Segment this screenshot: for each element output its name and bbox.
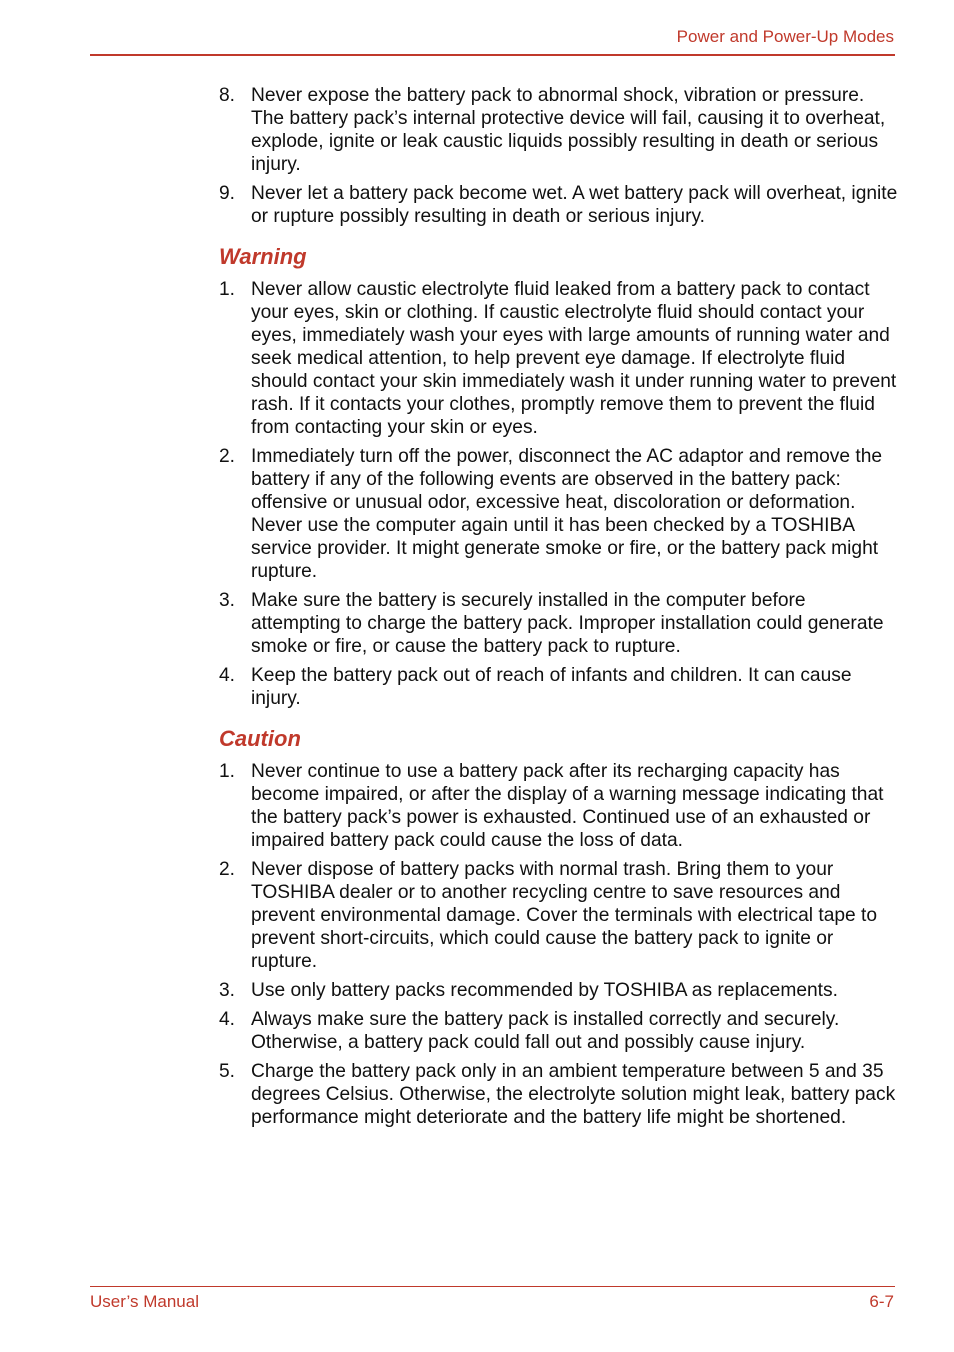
list-item — [219, 858, 899, 973]
page-number: 6-7 — [869, 1292, 894, 1311]
list-item-number: 8. — [219, 85, 236, 106]
list-item — [219, 278, 899, 439]
list-item-text: Keep the battery pack out of reach of infants and children. It can cause injury. — [251, 665, 852, 709]
footer-manual-title: User’s Manual — [90, 1292, 199, 1311]
list-item — [219, 664, 899, 710]
list-item-text: Never dispose of battery packs with normal trash. Bring them to your TOSHIBA dealer or to another recycling centre to save resources and prevent environmental damage. Cover the terminals with electrical tape to prevent short-circuits, which could cause the battery pack to ignite or rupture. — [251, 859, 878, 972]
list-item-text: Never let a battery pack become wet. A wet battery pack will overheat, ignite or rupture possibly resulting in death or serious injury. — [251, 183, 898, 227]
list-item-text: Immediately turn off the power, disconnect the AC adaptor and remove the battery if any of the following events are observed in the battery pack: offensive or unusual odor, excessive heat, discoloration or deformation. Never use the computer again until it has been checked by a TOSHIBA service provider. It might generate smoke or fire, or the battery pack might rupture. — [251, 446, 883, 582]
list-item — [219, 182, 899, 228]
list-item — [219, 589, 899, 658]
list-item-number: 4. — [219, 1009, 236, 1030]
list-item — [219, 445, 899, 583]
list-item-number: 9. — [219, 183, 236, 204]
list-item-number: 1. — [219, 279, 236, 300]
list-item — [219, 760, 899, 852]
list-item — [219, 979, 899, 1002]
list-item-text: Never expose the battery pack to abnormal shock, vibration or pressure. The battery pack’s internal protective device will fail, causing it to overheat, explode, ignite or leak caustic liquids possibly resulting in death or serious injury. — [251, 85, 886, 175]
list-item-text: Always make sure the battery pack is installed correctly and securely. Otherwise, a battery pack could fall out and possibly cause injury. — [251, 1009, 840, 1053]
list-item-text: Use only battery packs recommended by TOSHIBA as replacements. — [251, 980, 838, 1001]
list-item-number: 3. — [219, 590, 236, 611]
list-item-number: 3. — [219, 980, 236, 1001]
list-item-number: 4. — [219, 665, 236, 686]
list-item-number: 1. — [219, 761, 236, 782]
list-item — [219, 1008, 899, 1054]
list-item-number: 5. — [219, 1061, 236, 1082]
list-item-text: Never continue to use a battery pack after its recharging capacity has become impaired, or after the display of a warning message indicating that the battery pack’s power is exhausted. Continued use of an exhausted or impaired battery pack could cause the loss of data. — [251, 761, 884, 851]
footer-rule — [90, 1286, 895, 1287]
page-content — [219, 84, 899, 1135]
list-item-number: 2. — [219, 859, 236, 880]
list-item-text: Charge the battery pack only in an ambient temperature between 5 and 35 degrees Celsius. Otherwise, the electrolyte solution might leak, battery pack performance might deteriorate and the battery life might be shortened. — [251, 1061, 896, 1128]
list-item — [219, 84, 899, 176]
header-rule — [90, 54, 895, 56]
intro-list — [219, 84, 899, 228]
list-item-number: 2. — [219, 446, 236, 467]
list-item-text: Never allow caustic electrolyte fluid leaked from a battery pack to contact your eyes, skin or clothing. If caustic electrolyte fluid should contact your eyes, immediately wash your eyes with large amounts of running water and seek medical attention, to help prevent eye damage. If electrolyte fluid should contact your skin immediately wash it under running water to prevent rash. If it contacts your clothes, promptly remove them to prevent the fluid from contacting your skin or eyes. — [251, 279, 897, 438]
list-item — [219, 1060, 899, 1129]
warning-list — [219, 278, 899, 710]
caution-heading: Caution — [219, 726, 301, 751]
header-title: Power and Power-Up Modes — [676, 27, 894, 46]
caution-list — [219, 760, 899, 1129]
list-item-text: Make sure the battery is securely installed in the computer before attempting to charge the battery pack. Improper installation could generate smoke or fire, or cause the battery pack to rupture. — [251, 590, 884, 657]
warning-heading: Warning — [219, 244, 307, 269]
